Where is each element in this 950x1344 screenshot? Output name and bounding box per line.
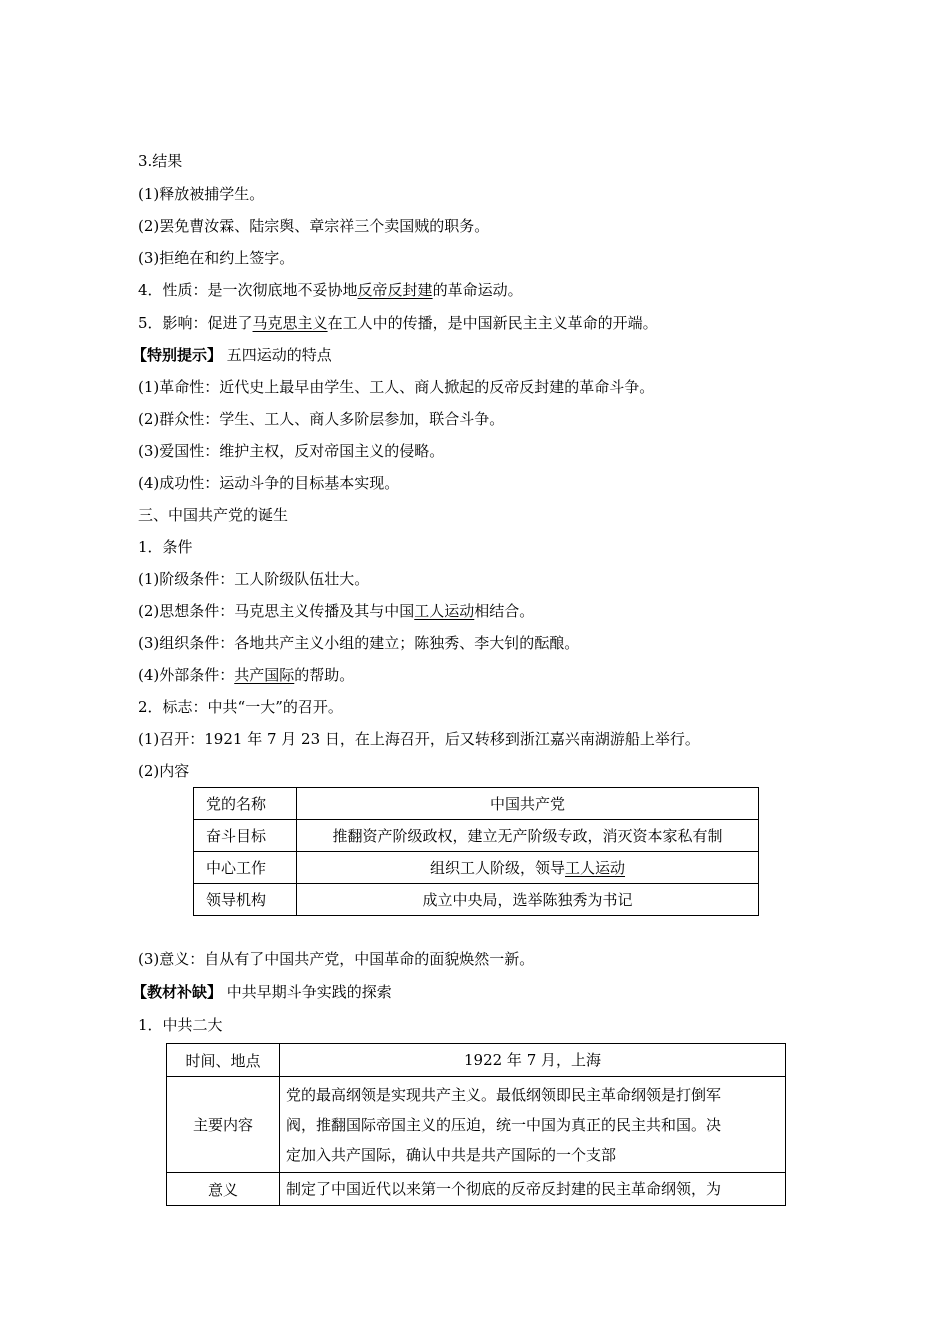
table-cell-line: 党的最高纲领是实现共产主义。最低纲领即民主革命纲领是打倒军 bbox=[286, 1085, 722, 1104]
tip-item-1: (1)革命性：近代史上最早由学生、工人、商人掀起的反帝反封建的革命斗争。 bbox=[138, 378, 655, 396]
nature-text: 4．性质：是一次彻底地不妥协地 bbox=[138, 281, 358, 299]
condition-1: (1)阶级条件：工人阶级队伍壮大。 bbox=[138, 570, 370, 588]
table-cell-underlined: 工人运动 bbox=[565, 859, 626, 877]
special-tip-heading bbox=[132, 345, 332, 365]
special-tip-tag: 【特别提示】 bbox=[132, 346, 223, 364]
condition-2 bbox=[138, 601, 534, 621]
table-cell-value: 成立中央局，选举陈独秀为书记 bbox=[297, 884, 759, 916]
meaning-line: (3)意义：自从有了中国共产党，中国革命的面貌焕然一新。 bbox=[138, 950, 535, 968]
conditions-heading: 1．条件 bbox=[138, 538, 193, 556]
supplement-title: 中共早期斗争实践的探索 bbox=[226, 983, 392, 1001]
table-cell-line: 定加入共产国际，确认中共是共产国际的一个支部 bbox=[286, 1145, 617, 1164]
first-congress-table bbox=[193, 787, 759, 916]
table-row bbox=[194, 852, 759, 884]
table-cell-line: 阀，推翻国际帝国主义的压迫，统一中国为真正的民主共和国。决 bbox=[286, 1115, 722, 1134]
table-cell-value: 推翻资产阶级政权，建立无产阶级专政，消灭资本家私有制 bbox=[297, 820, 759, 852]
table-cell-key: 时间、地点 bbox=[167, 1044, 280, 1077]
table-row bbox=[194, 884, 759, 916]
table-cell-key: 意义 bbox=[167, 1173, 280, 1206]
influence-text: 5．影响：促进了 bbox=[138, 314, 253, 332]
nature-underlined: 反帝反封建 bbox=[357, 281, 433, 299]
table-row bbox=[194, 820, 759, 852]
section-three-heading: 三、中国共产党的诞生 bbox=[138, 506, 289, 524]
sign-line: 2．标志：中共“一大”的召开。 bbox=[138, 698, 343, 716]
table-cell-value bbox=[297, 852, 759, 884]
table-cell-key: 中心工作 bbox=[194, 852, 297, 884]
table-cell-key: 奋斗目标 bbox=[194, 820, 297, 852]
open-line: (1)召开：1921 年 7 月 23 日，在上海召开，后又转移到浙江嘉兴南湖游船上举行。 bbox=[138, 730, 700, 748]
table-cell-value: 中国共产党 bbox=[297, 788, 759, 820]
condition-2-text-end: 相结合。 bbox=[474, 602, 535, 620]
second-congress-table bbox=[166, 1043, 786, 1206]
condition-4 bbox=[138, 665, 354, 685]
result-item-1: (1)释放被捕学生。 bbox=[138, 185, 265, 203]
influence-underlined: 马克思主义 bbox=[252, 314, 328, 332]
table-cell-value bbox=[280, 1077, 786, 1173]
table-cell-value: 制定了中国近代以来第一个彻底的反帝反封建的民主革命纲领，为 bbox=[280, 1173, 786, 1206]
condition-4-text-end: 的帮助。 bbox=[294, 666, 355, 684]
result-item-3: (3)拒绝在和约上签字。 bbox=[138, 249, 295, 267]
nature-text-end: 的革命运动。 bbox=[432, 281, 523, 299]
table-row bbox=[167, 1173, 786, 1206]
table-row bbox=[194, 788, 759, 820]
condition-3: (3)组织条件：各地共产主义小组的建立；陈独秀、李大钊的酝酿。 bbox=[138, 634, 580, 652]
result-item-2: (2)罢免曹汝霖、陆宗舆、章宗祥三个卖国贼的职务。 bbox=[138, 217, 490, 235]
special-tip-title: 五四运动的特点 bbox=[226, 346, 332, 364]
influence-line bbox=[138, 313, 658, 333]
condition-2-underlined: 工人运动 bbox=[414, 602, 475, 620]
tip-item-2: (2)群众性：学生、工人、商人多阶层参加，联合斗争。 bbox=[138, 410, 505, 428]
table-cell-value: 1922 年 7 月，上海 bbox=[280, 1044, 786, 1077]
table-cell-key: 主要内容 bbox=[167, 1077, 280, 1173]
condition-4-text: (4)外部条件： bbox=[138, 666, 235, 684]
table-cell-text: 组织工人阶级，领导 bbox=[429, 859, 565, 877]
supplement-tag: 【教材补缺】 bbox=[132, 983, 223, 1001]
tip-item-3: (3)爱国性：维护主权，反对帝国主义的侵略。 bbox=[138, 442, 445, 460]
section-heading-results: 3.结果 bbox=[138, 152, 183, 170]
supplement-heading bbox=[132, 982, 392, 1002]
nature-line bbox=[138, 280, 523, 300]
influence-text-end: 在工人中的传播，是中国新民主主义革命的开端。 bbox=[327, 314, 658, 332]
table-row bbox=[167, 1077, 786, 1173]
condition-4-underlined: 共产国际 bbox=[234, 666, 295, 684]
tip-item-4: (4)成功性：运动斗争的目标基本实现。 bbox=[138, 474, 400, 492]
content-line: (2)内容 bbox=[138, 762, 190, 780]
table-cell-key: 领导机构 bbox=[194, 884, 297, 916]
condition-2-text: (2)思想条件：马克思主义传播及其与中国 bbox=[138, 602, 415, 620]
second-congress-heading: 1．中共二大 bbox=[138, 1016, 223, 1034]
table-cell-key: 党的名称 bbox=[194, 788, 297, 820]
table-row bbox=[167, 1044, 786, 1077]
